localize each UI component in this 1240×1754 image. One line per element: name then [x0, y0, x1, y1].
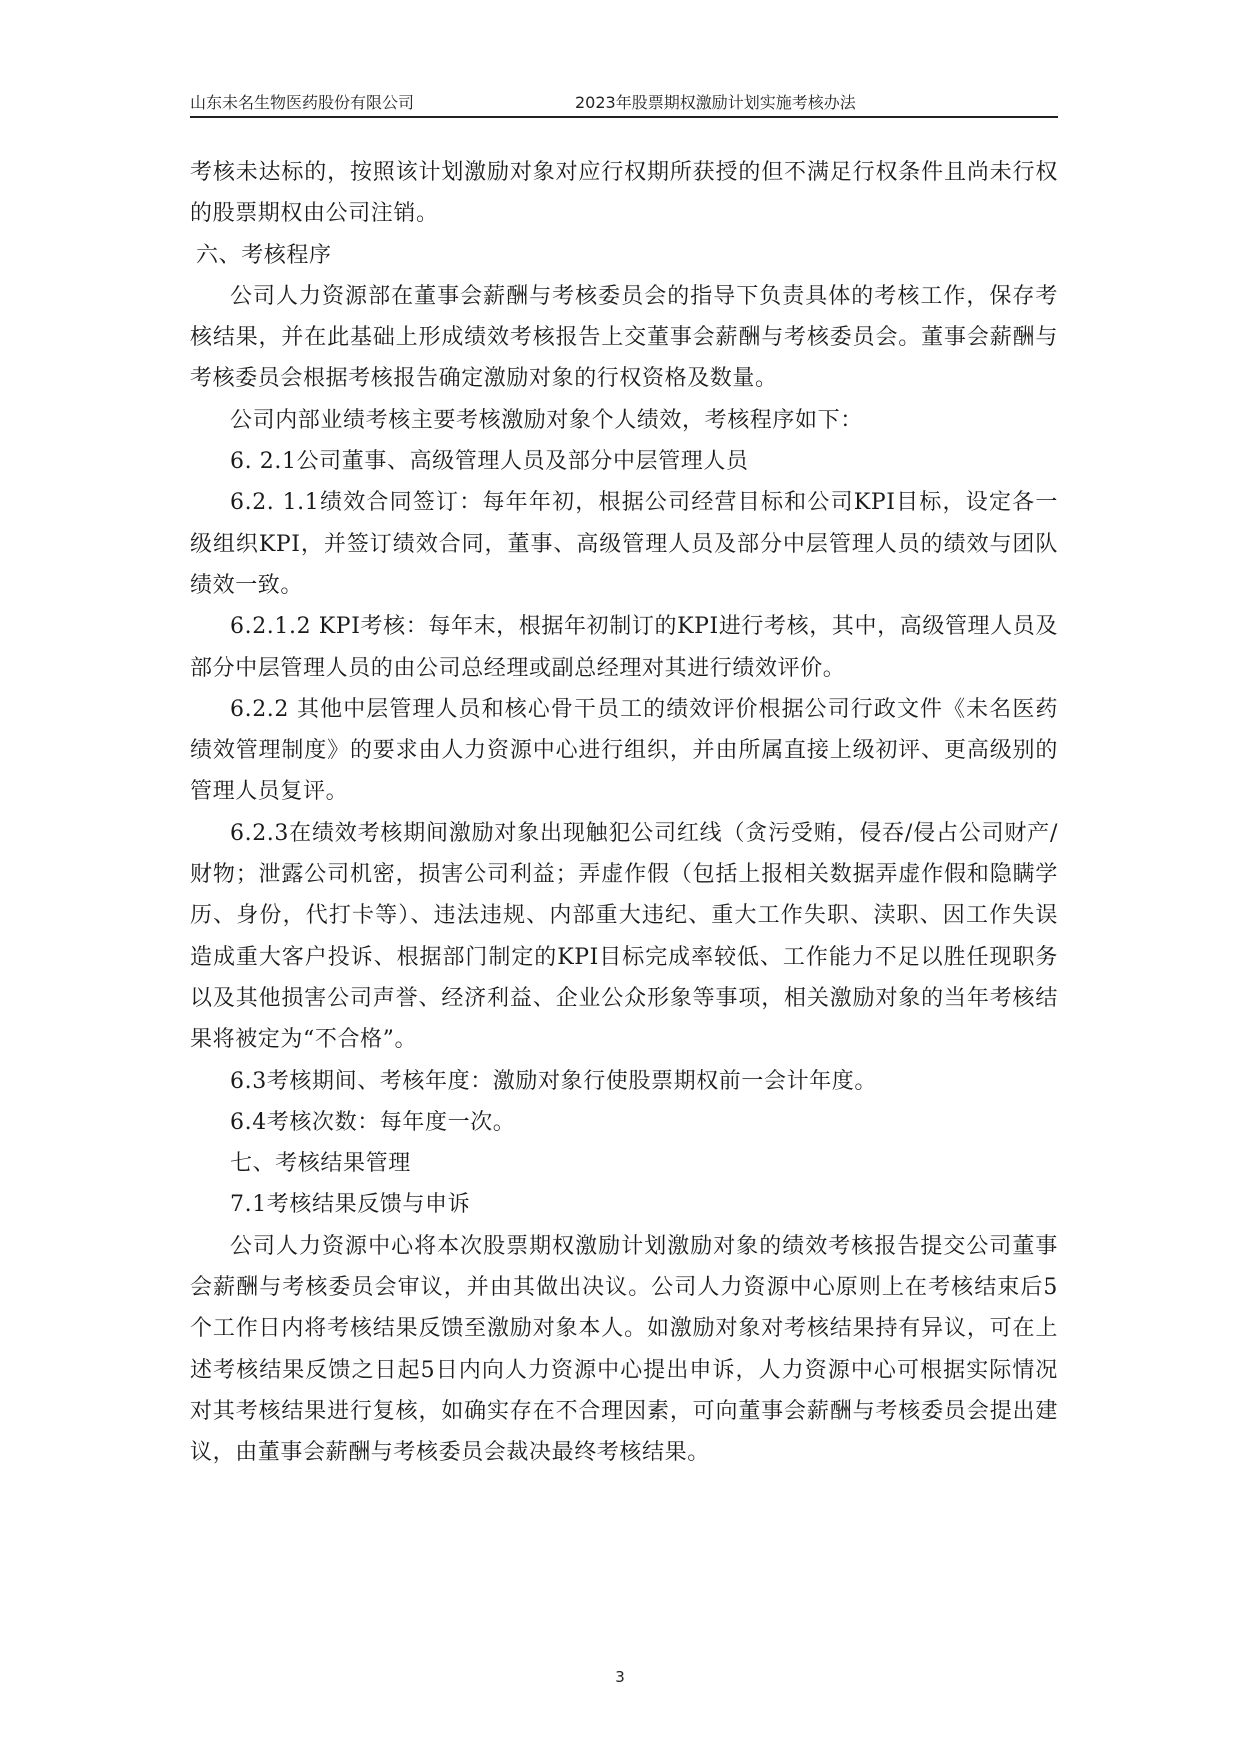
- paragraph-7-1-feedback: 公司人力资源中心将本次股票期权激励计划激励对象的绩效考核报告提交公司董事会薪酬与考核委员会审议，并由其做出决议。公司人力资源中心原则上在考核结束后5个工作日内将考核结果反馈至激励对象本人。如激励对象对考核结果持有异议，可在上述考核结果反馈之日起5日内向人力资源中心提出申诉，人力资源中心可根据实际情况对其考核结果进行复核，如确实存在不合理因素，可向董事会薪酬与考核委员会提出建议，由董事会薪酬与考核委员会裁决最终考核结果。: [190, 1233, 1058, 1466]
- paragraph-6-2-1-1: 6.2. 1.1绩效合同签订：每年年初，根据公司经营目标和公司KPI目标，设定各一级组织KPI，并签订绩效合同，董事、高级管理人员及部分中层管理人员的绩效与团队绩效一致。: [190, 490, 1058, 598]
- subsection-heading-7-1: 7.1考核结果反馈与申诉: [230, 1192, 471, 1218]
- paragraph-6-2-2: 6.2.2 其他中层管理人员和核心骨干员工的绩效评价根据公司行政文件《未名医药绩效管理制度》的要求由人力资源中心进行组织，并由所属直接上级初评、更高级别的管理人员复评。: [190, 696, 1058, 805]
- header-document-title: 2023年股票期权激励计划实施考核办法: [575, 93, 856, 112]
- paragraph-6-4: 6.4考核次数：每年度一次。: [230, 1109, 516, 1135]
- section-heading-assessment-procedure: 六、考核程序: [196, 242, 332, 268]
- section-heading-result-management: 七、考核结果管理: [230, 1151, 411, 1177]
- paragraph-hr-responsibility: 公司人力资源部在董事会薪酬与考核委员会的指导下负责具体的考核工作，保存考核结果，并在此基础上形成绩效考核报告上交董事会薪酬与考核委员会。董事会薪酬与考核委员会根据考核报告确定激励对象的行权资格及数量。: [190, 283, 1058, 392]
- paragraph-procedure-intro: 公司内部业绩考核主要考核激励对象个人绩效，考核程序如下：: [230, 407, 863, 433]
- header-company-name: 山东未名生物医药股份有限公司: [190, 93, 415, 112]
- paragraph-6-2-1-2: 6.2.1.2 KPI考核：每年末，根据年初制订的KPI进行考核，其中，高级管理人员及部分中层管理人员的由公司总经理或副总经理对其进行绩效评价。: [190, 614, 1058, 681]
- paragraph-6-2-3: 6.2.3在绩效考核期间激励对象出现触犯公司红线（贪污受贿，侵吞/侵占公司财产/财物；泄露公司机密，损害公司利益；弄虚作假（包括上报相关数据弄虚作假和隐瞒学历、身份，代打卡等）、违法违规、内部重大违纪、重大工作失职、渎职、因工作失误造成重大客户投诉、根据部门制定的KPI目标完成率较低、工作能力不足以胜任现职务以及其他损害公司声誉、经济利益、企业公众形象等事项，相关激励对象的当年考核结果将被定为“不合格”。: [190, 820, 1058, 1053]
- paragraph-continuation: 考核未达标的，按照该计划激励对象对应行权期所获授的但不满足行权条件且尚未行权的股票期权由公司注销。: [190, 160, 1058, 227]
- page-header: [190, 88, 1058, 118]
- paragraph-6-3: 6.3考核期间、考核年度：激励对象行使股票期权前一会计年度。: [230, 1068, 877, 1094]
- page-number: 3: [615, 1668, 625, 1686]
- document-body: [190, 152, 1058, 1474]
- subsection-heading-6-2-1: 6. 2.1公司董事、高级管理人员及部分中层管理人员: [230, 449, 749, 475]
